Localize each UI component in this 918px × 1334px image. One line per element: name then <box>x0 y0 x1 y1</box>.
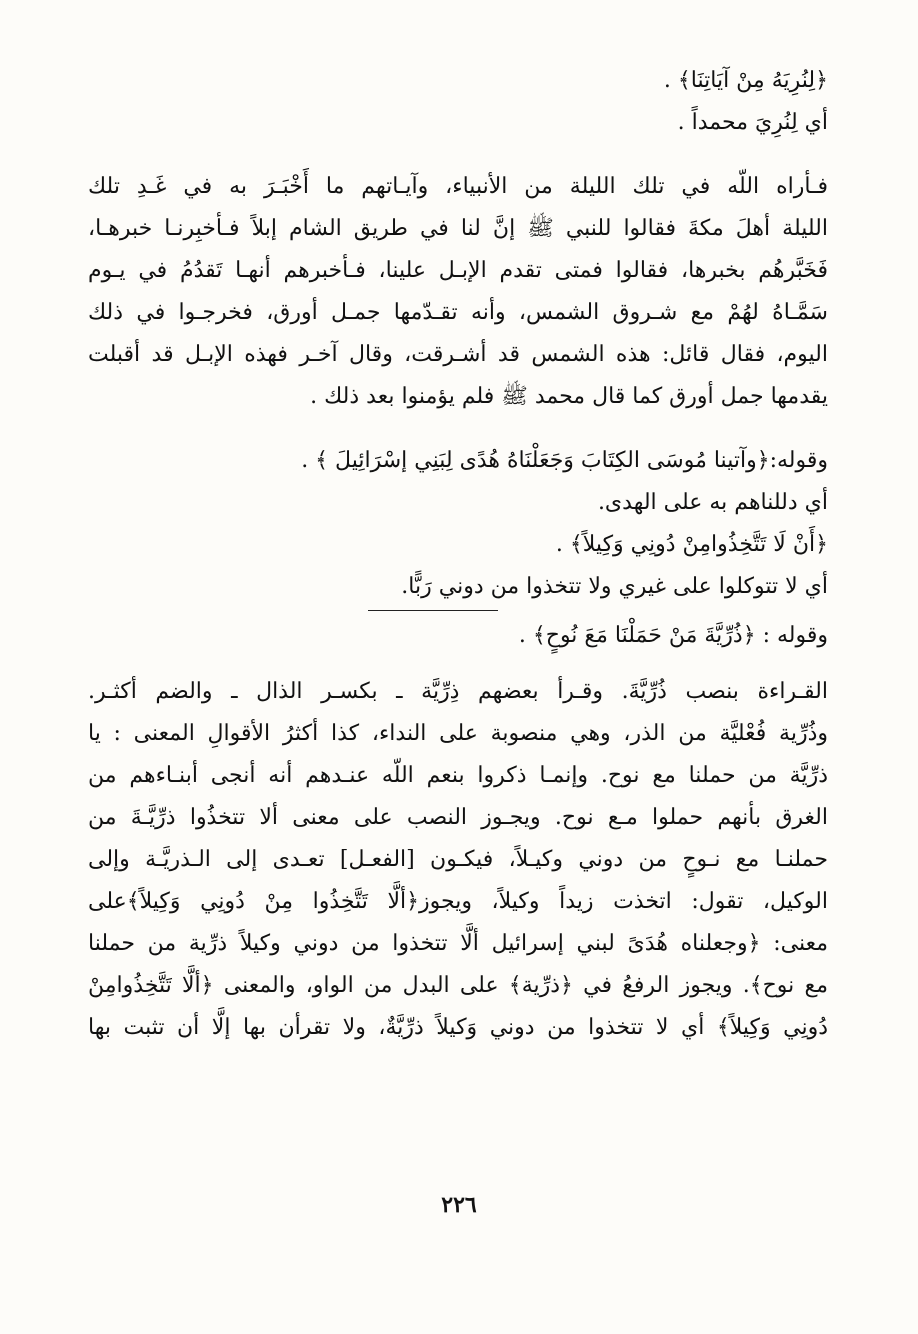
verse-block-2 <box>88 440 828 608</box>
text-line: حملنـا مع نـوحٍ من دوني وكيـلاً، فيكـون [الفعـل] تعـدى إلى الـذريَّـة وإلى <box>88 847 828 872</box>
page-number: ٢٢٦ <box>441 1192 477 1218</box>
text-line: ذرِّيَّة من حملنا مع نوح. وإنمـا ذكروا بنعم اللّه عنـدهم أنه أنجى أبنـاءهم من <box>88 763 828 788</box>
paragraph-2 <box>88 671 828 1049</box>
text-line: فَخَبَّرهُم بخبرها، فقالوا فمتى تقدم الإبـل علينا، فـأخبرهم أنهـا تَقدُمُ في يـوم <box>88 258 828 283</box>
text-line: الليلة أهلَ مكةَ فقالوا للنبي ﷺ إنَّ لنا في طريق الشام إبلاً فـأخبِرنـا خبرهـا، <box>88 216 828 241</box>
text-line: فـأراه اللّه في تلك الليلة من الأنبياء، وآيـاتهم ما أَخْبَـرَ به في غَـدِ تلك <box>88 174 828 199</box>
text-line: يقدمها جمل أورق كما قال محمد ﷺ فلم يؤمنوا بعد ذلك . <box>310 384 828 409</box>
paragraph-1 <box>88 166 828 418</box>
text-line: الوكيل، تقول: اتخذت زيداً وكيلاً، ويجوز﴿ألَّا تَتَّخِذُوا مِنْ دُونِي وَكِيلاً﴾على <box>88 889 828 914</box>
short-rule <box>368 610 498 611</box>
text-line: أي لا تتوكلوا على غيري ولا تتخذوا من دوني رَبًّا. <box>401 574 828 599</box>
verse-block-1 <box>88 60 828 144</box>
text-line: ﴿لِنُرِيَهُ مِنْ آيَاتِنَا﴾ . <box>663 68 828 93</box>
text-line: سَمَّـاهُ لهُمْ مع شـروق الشمس، وأنه تقـدّمها جمـل أورق، فخرجـوا في ذلك <box>88 300 828 325</box>
text-line: مع نوح﴾. ويجوز الرفعُ في ﴿ذرِّية﴾ على البدل من الواو، والمعنى ﴿ألَّا تَتَّخِذُوامِنْ <box>88 973 828 998</box>
document-page <box>88 60 828 1260</box>
text-line: القـراءة بنصب ذُرِّيَّةَ. وقـرأ بعضهم ذِرِّيَّة ـ بكسـر الذال ـ والضم أكثـر. <box>88 679 828 704</box>
text-line: وقوله : ﴿ذُرِّيَّةَ مَنْ حَمَلْنَا مَعَ نُوحٍ﴾ . <box>518 623 828 648</box>
text-line: دُونِي وَكِيلاً﴾ أي لا تتخذوا من دوني وَكيلاً ذرِّيَّةٌ، ولا تقرأن بها إلَّا أن تثبت بها <box>88 1015 828 1040</box>
text-line: ﴿أَنْ لَا تَتَّخِذُوامِنْ دُونِي وَكِيلاً﴾ . <box>555 532 828 557</box>
text-line: اليوم، فقال قائل: هذه الشمس قد أشـرقت، وقال آخـر فهذه الإبـل قد أقبلت <box>88 342 828 367</box>
text-line: وذُرِّية فُعْليَّة من الذر، وهي منصوبة على النداء، كذا أكثرُ الأقوالِ المعنى : يا <box>88 721 828 746</box>
text-line: أي لِنُرِيَ محمداً . <box>677 110 828 135</box>
text-line: معنى: ﴿وجعلناه هُدَىً لبني إسرائيل ألَّا تتخذوا من دوني وكيلاً ذرِّية من حملنا <box>88 931 828 956</box>
text-line: أي دللناهم به على الهدى. <box>597 490 828 515</box>
verse-block-3 <box>88 615 828 657</box>
text-line: وقوله:﴿وآتينا مُوسَى الكِتَابَ وَجَعَلْنَاهُ هُدًى لِبَنِي إسْرَائِيلَ ﴾ . <box>301 448 828 473</box>
text-line: الغرق بأنهم حملوا مـع نوح. ويجـوز النصب على معنى ألا تتخذُوا ذرِّيَّـةَ من <box>88 805 828 830</box>
